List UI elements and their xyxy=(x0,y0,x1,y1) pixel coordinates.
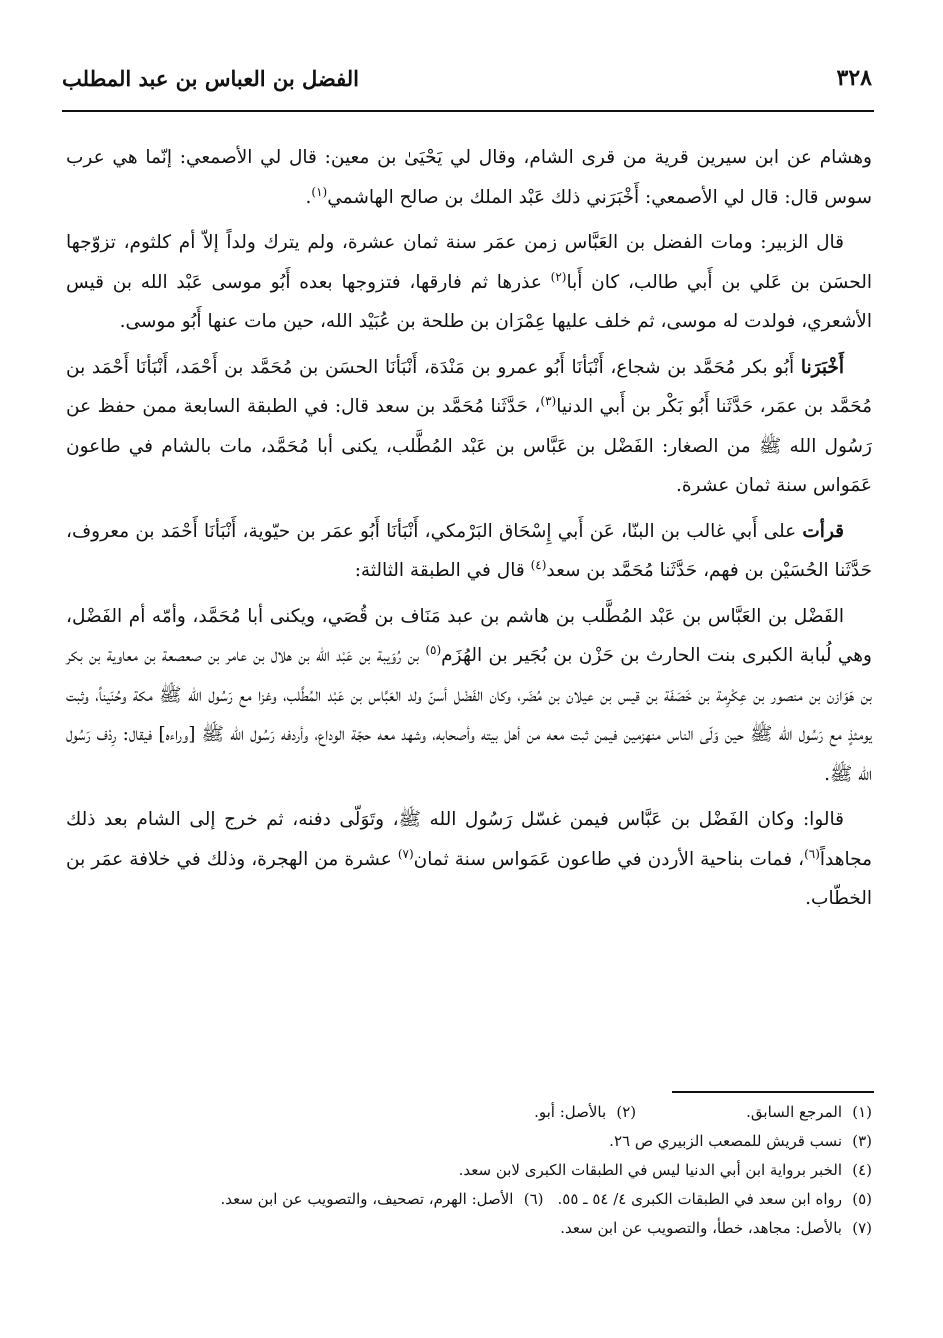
paragraph-4 xyxy=(66,512,872,591)
footnote-row xyxy=(66,1156,872,1185)
p5-part1: الفَضْل بن العَبَّاس بن عَبْد المُطَّلب بن هاشم بن عبد مَنَاف بن قُصَي، ويكنى أبا مُحَمَّد، وأمّه أم الفَضْل، وهي لُبابة الكبرى بنت الحارث بن حَزْن بن بُجَير بن الهُزَم xyxy=(66,605,872,666)
paragraph-6 xyxy=(66,800,872,919)
footnotes xyxy=(66,1098,872,1243)
paragraph-1 xyxy=(66,138,872,217)
main-text xyxy=(66,138,872,925)
footnote-row xyxy=(66,1127,872,1156)
p2-part2: عذرها ثم فارقها، فتزوجها بعده أَبُو موسى عَبْد الله بن قيس الأشعري، فولدت له موسى، ثم خلف عليها عِمْرَان بن طلحة بن عُبَيْد الله، حين مات عنها أَبُو موسى. xyxy=(66,271,872,332)
footnote-ref-3: (٣) xyxy=(540,393,557,408)
footnote-ref-6: (٦) xyxy=(804,846,820,861)
footnote-ref-1: (١) xyxy=(311,184,328,199)
footnote-row xyxy=(66,1098,872,1127)
p4-part2: قال في الطبقة الثالثة: xyxy=(354,560,531,581)
p3-part2: ، حَدَّثَنا مُحَمَّد بن سعد قال: في الطبقة السابعة ممن حفظ عن رَسُول الله ﷺ من الصغار: الفَضْل بن عَبَّاس بن عَبْد المُطَّلب، يكنى أبا مُحَمَّد، مات بالشام في طاعون عَمَواس سنة ثمان عشرة. xyxy=(66,396,872,496)
footnote-2: (٢)بالأصل: أبو. xyxy=(534,1103,637,1121)
p6-part2: ، فمات بناحية الأردن في طاعون عَمَواس سنة ثمان xyxy=(413,848,805,870)
footnote-row xyxy=(66,1214,872,1243)
footnote-5: (٥)رواه ابن سعد في الطبقات الكبرى ٤/ ٥٤ ـ ٥٥. xyxy=(557,1190,872,1208)
paragraph-5 xyxy=(66,597,872,795)
footnote-ref-7: (٧) xyxy=(397,846,414,861)
footnote-ref-4: (٤) xyxy=(530,557,547,572)
footnote-ref-5: (٥) xyxy=(425,642,442,657)
footnote-rule xyxy=(672,1091,874,1093)
footnote-7: (٧)بالأصل: مجاهد، خطأ، والتصويب عن ابن سعد. xyxy=(560,1219,872,1237)
p4-part1: على أَبي غالب بن البنّا، عَن أَبي إِسْحَاق البَرْمكي، أَنْبَأنَا أَبُو عمَر بن حيّوية، أَنْبَأنَا أَحْمَد بن معروف، حَدَّثَنا الحُسَيْن بن فهم، حَدَّثَنا مُحَمَّد بن سعد xyxy=(66,520,872,581)
p5-part2: بن رُوَيبة بن عَبْد الله بن هلال بن عامر بن صعصعة بن معاوية بن بكر بن هَوَازن بن منصور بن عِكْرِمة بن خَصَفَة بن قيس بن عيلان بن مُضَر، وكان الفَضْل أسنّ ولد العَبَّاس بن عَبْد المُطَّلب، وغزا مع رَسُول الله ﷺ مكة وحُنَيناً، وثبت يومئذٍ مع رَسُول الله ﷺ حين وَلّى الناس منهزمين فيمن ثبت معه من أهل بيته وأصحابه، وشهد معه حجّة الوداع، وأردفه رَسُول الله ﷺ [وراءه] فيقال: رِدْف رَسُول الله ﷺ. xyxy=(66,645,872,785)
footnote-4: (٤)الخبر برواية ابن أبي الدنيا ليس في الطبقات الكبرى لابن سعد. xyxy=(458,1161,872,1179)
p1-end: . xyxy=(305,186,312,208)
p2-part1: قال الزبير: ومات الفضل بن العَبَّاس زمن عمَر سنة ثمان عشرة، ولم يترك ولداً إلاّ أم كلثوم، تزوّجها الحسَن بن عَلي بن أَبي طالب، كان أَبا xyxy=(66,232,872,293)
footnote-ref-2: (٢) xyxy=(550,269,567,284)
p4-lead-word: قرأت xyxy=(802,520,844,542)
p1-text: وهشام عن ابن سيرين قرية من قرى الشام، وقال لي يَحْيَىٰ بن معين: قال لي الأصمعي: إنّما هي عرب سوس قال: قال لي الأصمعي: أَخْبَرَني ذلك عَبْد الملك بن صالح الهاشمي xyxy=(66,147,872,208)
page-header xyxy=(62,58,872,98)
p3-lead-word: أَخْبَرَنا xyxy=(800,356,844,378)
footnote-1: (١)المرجع السابق. xyxy=(746,1103,872,1121)
footnote-3: (٣)نسب قريش للمصعب الزبيري ص ٢٦. xyxy=(609,1132,872,1150)
page-number: ٣٢٨ xyxy=(836,65,872,91)
p6-part1: قالوا: وكان الفَضْل بن عَبَّاس فيمن غسّل رَسُول الله ﷺ، وتَوَلّى دفنه، ثم خرج إلى الشام بعد ذلك مجاهداً xyxy=(66,809,872,870)
p3-part1: أَبُو بكر مُحَمَّد بن شجاع، أَنْبَأنَا أَبُو عمرو بن مَنْدَة، أَنْبَأنَا الحسَن بن مُحَمَّد بن أَحْمَد، أَنْبَأنَا أَحْمَد بن مُحَمَّد بن عمَر، حَدَّثَنا أَبُو بَكْر بن أَبي الدنيا xyxy=(66,356,872,417)
header-rule xyxy=(62,110,874,112)
paragraph-3 xyxy=(66,348,872,506)
footnote-6: (٦)الأصل: الهرم، تصحيف، والتصويب عن ابن سعد. xyxy=(220,1190,544,1208)
paragraph-2 xyxy=(66,223,872,342)
p6-part3: عشرة من الهجرة، وذلك في خلافة عمَر بن الخطّاب. xyxy=(66,848,872,909)
footnote-row xyxy=(66,1185,872,1214)
running-title: الفضل بن العباس بن عبد المطلب xyxy=(62,65,359,91)
